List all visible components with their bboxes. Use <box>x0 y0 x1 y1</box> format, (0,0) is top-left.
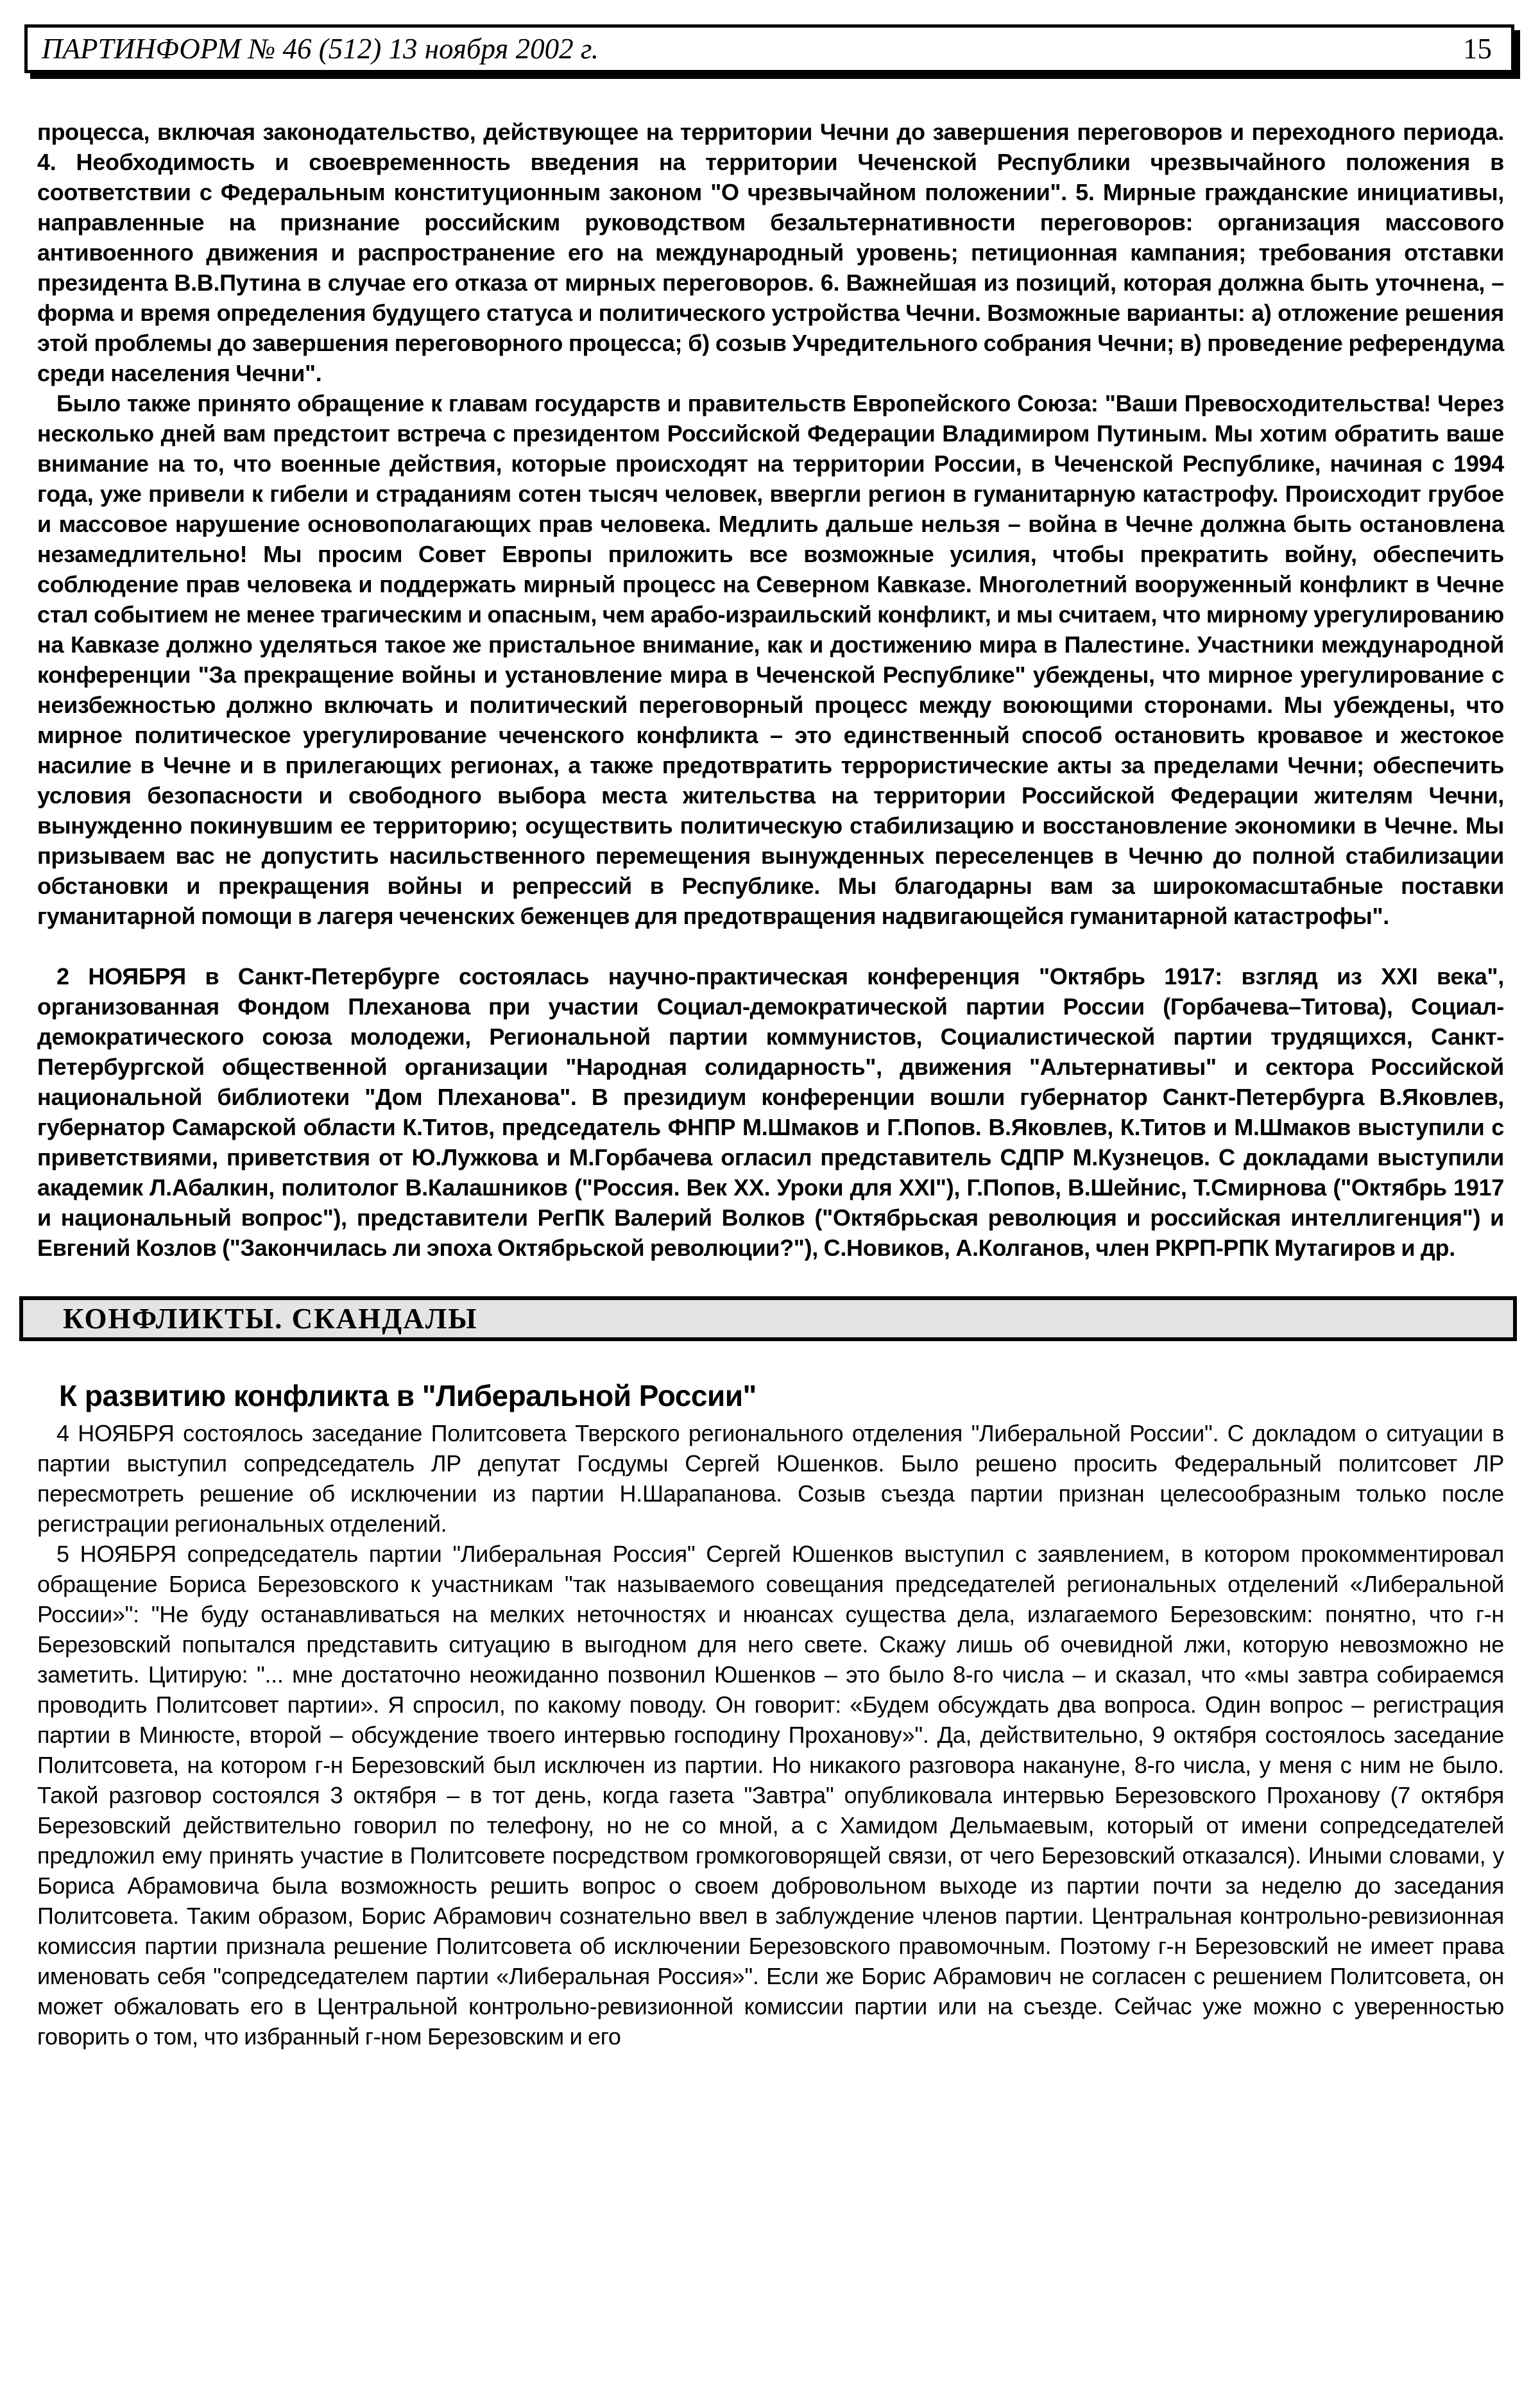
section-title: КОНФЛИКТЫ. СКАНДАЛЫ <box>63 1303 478 1335</box>
masthead-box <box>24 24 1514 73</box>
page-content <box>37 117 1504 2052</box>
paragraph-resolution-continuation: процесса, включая законодательство, действующее на территории Чечни до завершения переговоров и переходного периода. 4. Необходимость и своевременность введения на территории Чеченской Республики чрезвычайного положения в соответствии с Федеральным конституционным законом "О чрезвычайном положении". 5. Мирные гражданские инициативы, направленные на признание российским руководством безальтернативности переговоров: организация массового антивоенного движения и распространение его на международный уровень; петиционная кампания; требования отставки президента В.В.Путина в случае его отказа от мирных переговоров. 6. Важнейшая из позиций, которая должна быть уточнена, – форма и время определения будущего статуса и политического устройства Чечни. Возможные варианты: а) отложение решения этой проблемы до завершения переговорного процесса; б) созыв Учредительного собрания Чечни; в) проведение референдума среди населения Чечни". <box>37 119 1504 386</box>
section-header-bar <box>19 1296 1517 1341</box>
paragraph-eu-appeal: Было также принято обращение к главам государств и правительств Европейского Союза: "Ваши Превосходительства! Через несколько дней вам предстоит встреча с президентом Российской Федерации Владимиром Путиным. Мы хотим обратить ваше внимание на то, что военные действия, которые происходят на территории России, в Чеченской Республике, начиная с 1994 года, уже привели к гибели и страданиям сотен тысяч человек, ввергли регион в гуманитарную катастрофу. Происходит грубое и массовое нарушение основополагающих прав человека. Медлить дальше нельзя – война в Чечне должна быть остановлена незамедлительно! Мы просим Совет Европы приложить все возможные усилия, чтобы прекратить войну, обеспечить соблюдение прав человека и поддержать мирный процесс на Северном Кавказе. Многолетний вооруженный конфликт в Чечне стал событием не менее трагическим и опасным, чем арабо-израильский конфликт, и мы считаем, что мирному урегулированию на Кавказе должно уделяться такое же пристальное внимание, как и достижению мира в Палестине. Участники международной конференции "За прекращение войны и установление мира в Чеченской Республике" убеждены, что мирное урегулирование с неизбежностью должно включать и политический переговорный процесс между воюющими сторонами. Мы убеждены, что мирное политическое урегулирование чеченского конфликта – это единственный способ остановить кровавое и жестокое насилие в Чечне и в прилегающих регионах, а также предотвратить террористические акты за пределами Чечни; обеспечить условия безопасности и свободного выбора места жительства на территории Российской Федерации жителям Чечни, вынужденно покинувшим ее территорию; осуществить политическую стабилизацию и восстановление экономики в Чечне. Мы призываем вас не допустить насильственного перемещения вынужденных переселенцев в Чечню до полной стабилизации обстановки и прекращения войны и репрессий в Республике. Мы благодарны вам за широкомасштабные поставки гуманитарной помощи в лагеря чеченских беженцев для предотвращения надвигающейся гуманитарной катастрофы". <box>37 390 1504 929</box>
article-heading: К развитию конфликта в "Либеральной России" <box>59 1379 757 1412</box>
page-number: 15 <box>1463 33 1492 65</box>
paragraph-spb-conference: 2 НОЯБРЯ в Санкт-Петербурге состоялась научно-практическая конференция "Октябрь 1917: взгляд из XXI века", организованная Фондом Плеханова при участии Социал-демократической партии России (Горбачева–Титова), Социал-демократического союза молодежи, Региональной партии коммунистов, Социалистической партии трудящихся, Санкт-Петербургской общественной организации "Народная солидарность", движения "Альтернативы" и сектора Российской национальной библиотеки "Дом Плеханова". В президиум конференции вошли губернатор Санкт-Петербурга В.Яковлев, губернатор Самарской области К.Титов, председатель ФНПР М.Шмаков и Г.Попов. В.Яковлев, К.Титов и М.Шмаков выступили с приветствиями, приветствия от Ю.Лужкова и М.Горбачева огласил представитель СДПР М.Кузнецов. С докладами выступили академик Л.Абалкин, политолог В.Калашников ("Россия. Век XX. Уроки для XXI"), Г.Попов, В.Шейнис, Т.Смирнова ("Октябрь 1917 и национальный вопрос"), представители РегПК Валерий Волков ("Октябрьская революция и российская интеллигенция") и Евгений Козлов ("Закончилась ли эпоха Октябрьской революции?"), С.Новиков, А.Колганов, член РКРП-РПК Мутагиров и др. <box>37 963 1504 1261</box>
masthead-title: ПАРТИНФОРМ № 46 (512) 13 ноября 2002 г. <box>42 33 599 65</box>
paragraph-4-november: 4 НОЯБРЯ состоялось заседание Политсовета Тверского регионального отделения "Либеральной России". С докладом о ситуации в партии выступил сопредседатель ЛР депутат Госдумы Сергей Юшенков. Было решено просить Федеральный политсовет ЛР пересмотреть решение об исключении из партии Н.Шарапанова. Созыв съезда партии признан целесообразным только после регистрации региональных отделений. <box>37 1420 1504 1537</box>
paragraph-5-november: 5 НОЯБРЯ сопредседатель партии "Либеральная Россия" Сергей Юшенков выступил с заявлением, в котором прокомментировал обращение Бориса Березовского к участникам "так называемого совещания председателей региональных отделений «Либеральной России»": "Не буду останавливаться на мелких неточностях и нюансах существа дела, излагаемого Березовским: понятно, что г-н Березовский попытался представить ситуацию в выгодном для него свете. Скажу лишь об очевидной лжи, которую невозможно не заметить. Цитирую: "... мне достаточно неожиданно позвонил Юшенков – это было 8-го числа – и сказал, что «мы завтра собираемся проводить Политсовет партии». Я спросил, по какому поводу. Он говорит: «Будем обсуждать два вопроса. Один вопрос – регистрация партии в Минюсте, второй – обсуждение твоего интервью господину Проханову»". Да, действительно, 9 октября состоялось заседание Политсовета, на котором г-н Березовский был исключен из партии. Но никакого разговора накануне, 8-го числа, у меня с ним не было. Такой разговор состоялся 3 октября – в тот день, когда газета "Завтра" опубликовала интервью Березовского Проханову (7 октября Березовский действительно говорил по телефону, но не со мной, а с Хамидом Дельмаевым, который от имени сопредседателей предложил ему принять участие в Политсовете посредством громкоговорящей связи, от чего Березовский отказался). Иными словами, у Бориса Абрамовича была возможность решить вопрос о своем добровольном выходе из партии почти за неделю до заседания Политсовета. Таким образом, Борис Абрамович сознательно ввел в заблуждение членов партии. Центральная контрольно-ревизионная комиссия партии признала решение Политсовета об исключении Березовского правомочным. Поэтому г-н Березовский не имеет права именовать себя "сопредседателем партии «Либеральная Россия»". Если же Борис Абрамович не согласен с решением Политсовета, он может обжаловать его в Центральной контрольно-ревизионной комиссии партии или на съезде. Сейчас уже можно с уверенностью говорить о том, что избранный г-ном Березовским и его <box>37 1541 1504 2050</box>
